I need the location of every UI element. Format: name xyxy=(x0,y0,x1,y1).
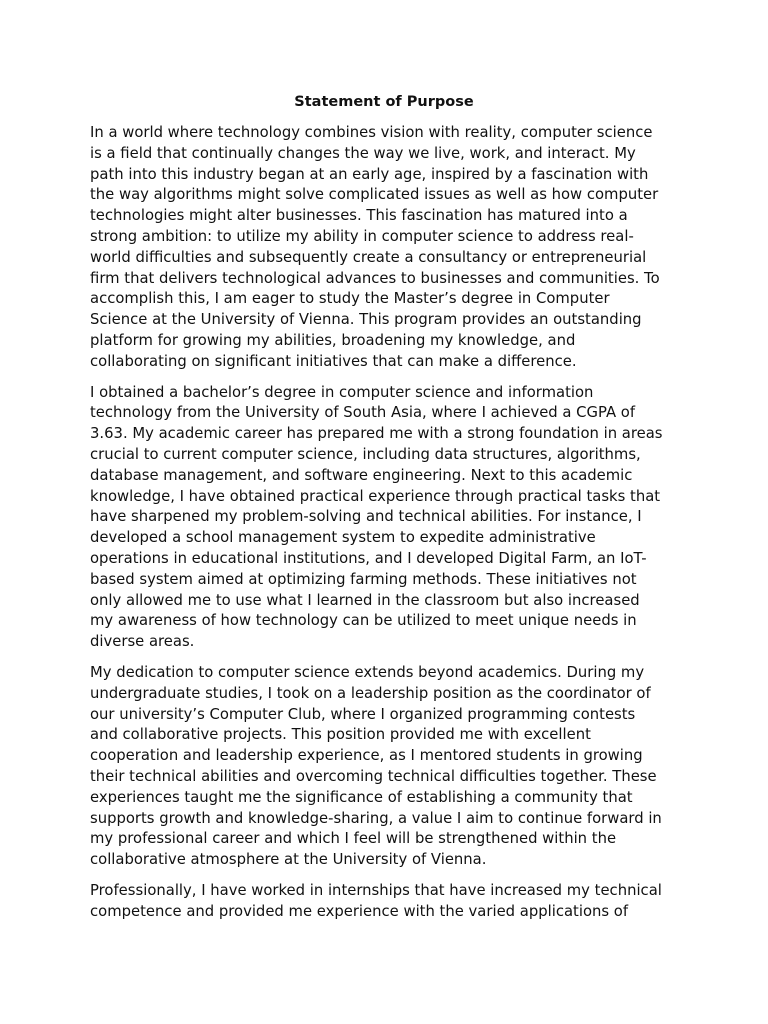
text-line: In a world where technology combines vision with reality, computer science xyxy=(90,124,653,141)
text-line: cooperation and leadership experience, as I mentored students in growing xyxy=(90,747,643,765)
text-line: collaborating on significant initiatives that can make a difference. xyxy=(90,352,577,370)
text-line: My dedication to computer science extends beyond academics. During my xyxy=(90,663,645,681)
text-line: collaborative atmosphere at the University of Vienna. xyxy=(90,851,487,869)
text-line: I obtained a bachelor’s degree in computer science and information xyxy=(90,383,594,401)
paragraph-3 xyxy=(90,663,680,871)
text-line: database management, and software engineering. Next to this academic xyxy=(90,466,633,484)
text-line: is a field that continually changes the way we live, work, and interact. My xyxy=(90,144,636,162)
paragraph-4 xyxy=(90,881,680,923)
text-line: operations in educational institutions, and I developed Digital Farm, an IoT- xyxy=(90,549,647,567)
text-line: experiences taught me the significance of establishing a community that xyxy=(90,788,633,806)
document-title: Statement of Purpose xyxy=(294,94,474,110)
text-line: Science at the University of Vienna. This program provides an outstanding xyxy=(90,311,642,329)
text-line: developed a school management system to expedite administrative xyxy=(90,529,596,547)
text-line: knowledge, I have obtained practical experience through practical tasks that xyxy=(90,487,661,505)
text-line: path into this industry began at an early age, inspired by a fascination with xyxy=(90,165,649,183)
text-line: platform for growing my abilities, broadening my knowledge, and xyxy=(90,331,576,349)
text-line: firm that delivers technological advances to businesses and communities. To xyxy=(90,269,660,287)
text-line: only allowed me to use what I learned in the classroom but also increased xyxy=(90,591,640,609)
text-line: strong ambition: to utilize my ability in computer science to address real- xyxy=(90,227,634,245)
text-line: my professional career and which I feel will be strengthened within the xyxy=(90,830,617,848)
text-line: and collaborative projects. This position provided me with excellent xyxy=(90,726,591,744)
text-line: based system aimed at optimizing farming methods. These initiatives not xyxy=(90,570,637,588)
text-line: technologies might alter businesses. This fascination has matured into a xyxy=(90,207,628,225)
text-line: world difficulties and subsequently create a consultancy or entrepreneurial xyxy=(90,248,647,266)
text-line: 3.63. My academic career has prepared me with a strong foundation in areas xyxy=(90,425,663,443)
text-line: competence and provided me experience with the varied applications of xyxy=(90,902,629,920)
text-line: undergraduate studies, I took on a leadership position as the coordinator of xyxy=(90,684,651,702)
text-line: their technical abilities and overcoming technical difficulties together. These xyxy=(90,767,657,785)
text-line: the way algorithms might solve complicated issues as well as how computer xyxy=(90,186,659,204)
text-line: diverse areas. xyxy=(90,633,195,651)
text-line: have sharpened my problem-solving and technical abilities. For instance, I xyxy=(90,508,642,526)
text-line: supports growth and knowledge-sharing, a value I aim to continue forward in xyxy=(90,809,662,827)
text-line: Professionally, I have worked in internships that have increased my technical xyxy=(90,881,662,899)
text-line: technology from the University of South Asia, where I achieved a CGPA of xyxy=(90,404,636,422)
paragraph-2 xyxy=(90,383,680,653)
text-line: my awareness of how technology can be utilized to meet unique needs in xyxy=(90,612,637,630)
paragraph-1 xyxy=(90,123,680,373)
document-body xyxy=(90,123,680,932)
text-line: our university’s Computer Club, where I organized programming contests xyxy=(90,705,636,723)
text-line: accomplish this, I am eager to study the Master’s degree in Computer xyxy=(90,290,610,308)
text-line: crucial to current computer science, including data structures, algorithms, xyxy=(90,445,641,463)
